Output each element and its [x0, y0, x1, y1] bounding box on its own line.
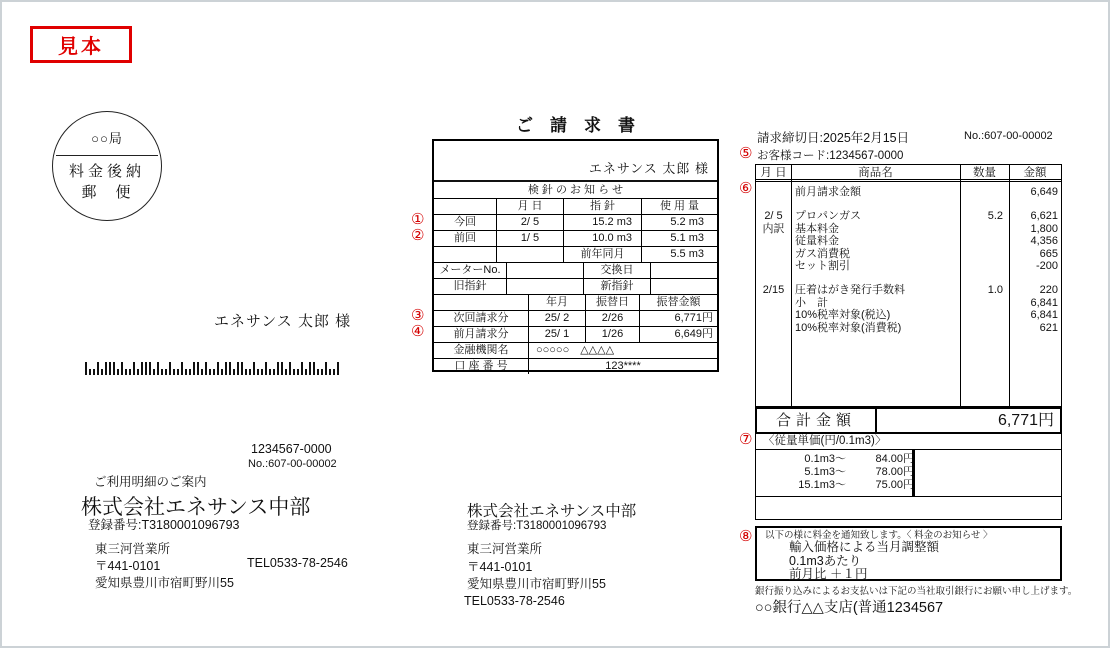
detail-header-row	[756, 165, 1061, 182]
transfer-header-ym: 年月	[529, 295, 586, 310]
company-zip-left: 〒441-0101	[95, 559, 161, 573]
transfer-header-amount: 振替金額	[656, 296, 701, 308]
detail-row: 前月請求金額 6,649	[795, 186, 1058, 198]
meter-row-current: 今回 2/ 5 15.2 m3 5.2 m3	[434, 215, 717, 231]
sample-badge-label: 見本	[58, 36, 104, 58]
meter-header-row	[434, 199, 717, 215]
detail-header-date: 月 日	[760, 167, 787, 179]
total-value: 6,771円	[997, 412, 1054, 429]
company-tel-center: TEL0533-78-2546	[464, 594, 565, 608]
total-label: 合計金額	[757, 409, 877, 432]
mark-1: ①	[411, 211, 425, 228]
detail-row: セット割引 -200	[795, 259, 1058, 272]
detail-doc-no: No.:607-00-00002	[964, 130, 1053, 142]
company-address-left: 愛知県豊川市宿町野川55	[95, 576, 234, 590]
mark-4: ④	[411, 323, 425, 340]
detail-row: 2/15 圧着はがき発行手数料 1.0 220	[762, 284, 1058, 297]
meter-header-usage: 使 用 量	[659, 200, 700, 212]
old-reading-label: 旧指針	[434, 279, 507, 294]
detail-header-item: 商品名	[858, 167, 893, 179]
account-value: 123****	[605, 360, 641, 372]
company-reg-left: 登録番号:T3180001096793	[88, 518, 240, 532]
meter-header-reading: 指 針	[564, 199, 642, 214]
mark-5: ⑤	[739, 145, 753, 162]
bank-value: ○○○○○ △△△△	[536, 344, 615, 356]
postal-office-label: ○○局	[91, 131, 123, 146]
old-reading-row	[434, 279, 717, 295]
account-row	[434, 359, 717, 374]
invoice-customer-name: エネサンス 太郎 様	[588, 161, 709, 176]
invoice-title: ご 請 求 書	[516, 116, 635, 135]
detail-row: 小 計 6,841	[795, 296, 1058, 309]
total-row	[755, 407, 1062, 434]
company-office-center: 東三河営業所	[467, 542, 543, 556]
recipient-doc-no: No.:607-00-00002	[248, 458, 337, 470]
prev-billing-row: 前月請求分 25/ 1 1/26 6,649円	[434, 327, 717, 343]
next-billing-row: 次回請求分 25/ 2 2/26 6,771円	[434, 311, 717, 327]
company-name-center: 株式会社エネサンス中部	[467, 503, 637, 520]
recipient-customer-code: 1234567-0000	[251, 442, 332, 456]
unit-tier: 0.1m3～ 84.00円	[804, 453, 914, 465]
unit-price-divider	[912, 450, 915, 496]
meter-no-label: メーターNo.	[434, 263, 507, 278]
unit-price-box	[755, 434, 1062, 520]
new-reading-label: 新指針	[584, 279, 651, 294]
mark-8: ⑧	[739, 528, 753, 545]
transfer-header-date: 振替日	[586, 295, 640, 310]
exchange-date-label: 交換日	[584, 263, 651, 278]
sample-badge	[30, 26, 132, 63]
company-tel-left: TEL0533-78-2546	[247, 556, 348, 570]
usage-guide-label: ご利用明細のご案内	[94, 475, 207, 489]
notice-line2: 輸入価格による当月調整額	[789, 540, 940, 554]
meter-notice-title: 検 針 の お 知 ら せ	[434, 182, 717, 199]
bank-row	[434, 343, 717, 359]
mark-7: ⑦	[739, 431, 753, 448]
stamp-divider	[56, 155, 158, 156]
unit-tier: 15.1m3～ 75.00円	[798, 479, 914, 491]
transfer-header-row	[434, 295, 717, 311]
bank-label: 金融機関名	[434, 343, 529, 358]
invoice-customer-row	[434, 141, 717, 182]
company-reg-center: 登録番号:T3180001096793	[467, 520, 607, 532]
postal-stamp	[52, 111, 162, 221]
recipient-name: エネサンス 太郎 様	[214, 313, 352, 330]
postal-deferred-label: 料金後納	[68, 163, 145, 180]
notice-line3: 0.1m3あたり	[789, 553, 862, 568]
detail-row: 従量料金 4,356	[795, 235, 1058, 248]
unit-price-title: 〈従量単価(円/0.1m3)〉	[756, 434, 1061, 450]
detail-row: 10%税率対象(消費税) 621	[795, 321, 1058, 334]
unit-tier: 5.1m3～ 78.00円	[804, 466, 914, 478]
mark-6: ⑥	[739, 180, 753, 197]
closing-date: 請求締切日:2025年2月15日	[757, 131, 910, 145]
company-address-center: 愛知県豊川市宿町野川55	[467, 577, 606, 591]
detail-row: 10%税率対象(税込) 6,841	[795, 309, 1058, 322]
detail-row: 2/ 5 プロパンガス 5.2 6,621	[764, 210, 1058, 223]
company-zip-center: 〒441-0101	[467, 560, 533, 574]
detail-body	[756, 186, 1061, 334]
detail-row: 内訳 基本料金 1,800	[762, 222, 1058, 235]
bank-transfer-note: 銀行振り込みによるお支払いは下記の当社取引銀行にお願い申し上げます。	[755, 586, 1078, 597]
meter-header-date: 月 日	[497, 199, 564, 214]
customer-code-line: お客様コード:1234567-0000	[757, 150, 904, 162]
billing-detail-table	[755, 164, 1062, 407]
unit-price-body	[756, 450, 1061, 497]
mark-3: ③	[411, 307, 425, 324]
detail-header-amount: 金額	[1023, 167, 1047, 179]
notice-line4: 前月比 ＋１円	[789, 567, 868, 581]
mark-2: ②	[411, 227, 425, 244]
company-office-left: 東三河営業所	[95, 542, 171, 556]
detail-row: ガス消費税 665	[795, 247, 1058, 260]
meter-row-lastyear: 前年同月 5.5 m3	[434, 247, 717, 263]
account-label: 口 座 番 号	[434, 359, 529, 374]
company-name-left: 株式会社エネサンス中部	[81, 496, 311, 519]
postal-mail-label: 郵 便	[81, 184, 133, 201]
price-notice-box	[755, 526, 1062, 581]
customer-barcode	[85, 362, 345, 375]
meter-no-row	[434, 263, 717, 279]
notice-line1: 以下の様に料金を通知致します。〈 料金のお知らせ 〉	[765, 530, 993, 541]
bank-account-line: ○○銀行△△支店(普通1234567	[755, 600, 944, 616]
detail-header-qty: 数量	[973, 167, 996, 179]
meter-row-previous: 前回 1/ 5 10.0 m3 5.1 m3	[434, 231, 717, 247]
invoice-summary-table	[432, 139, 719, 372]
